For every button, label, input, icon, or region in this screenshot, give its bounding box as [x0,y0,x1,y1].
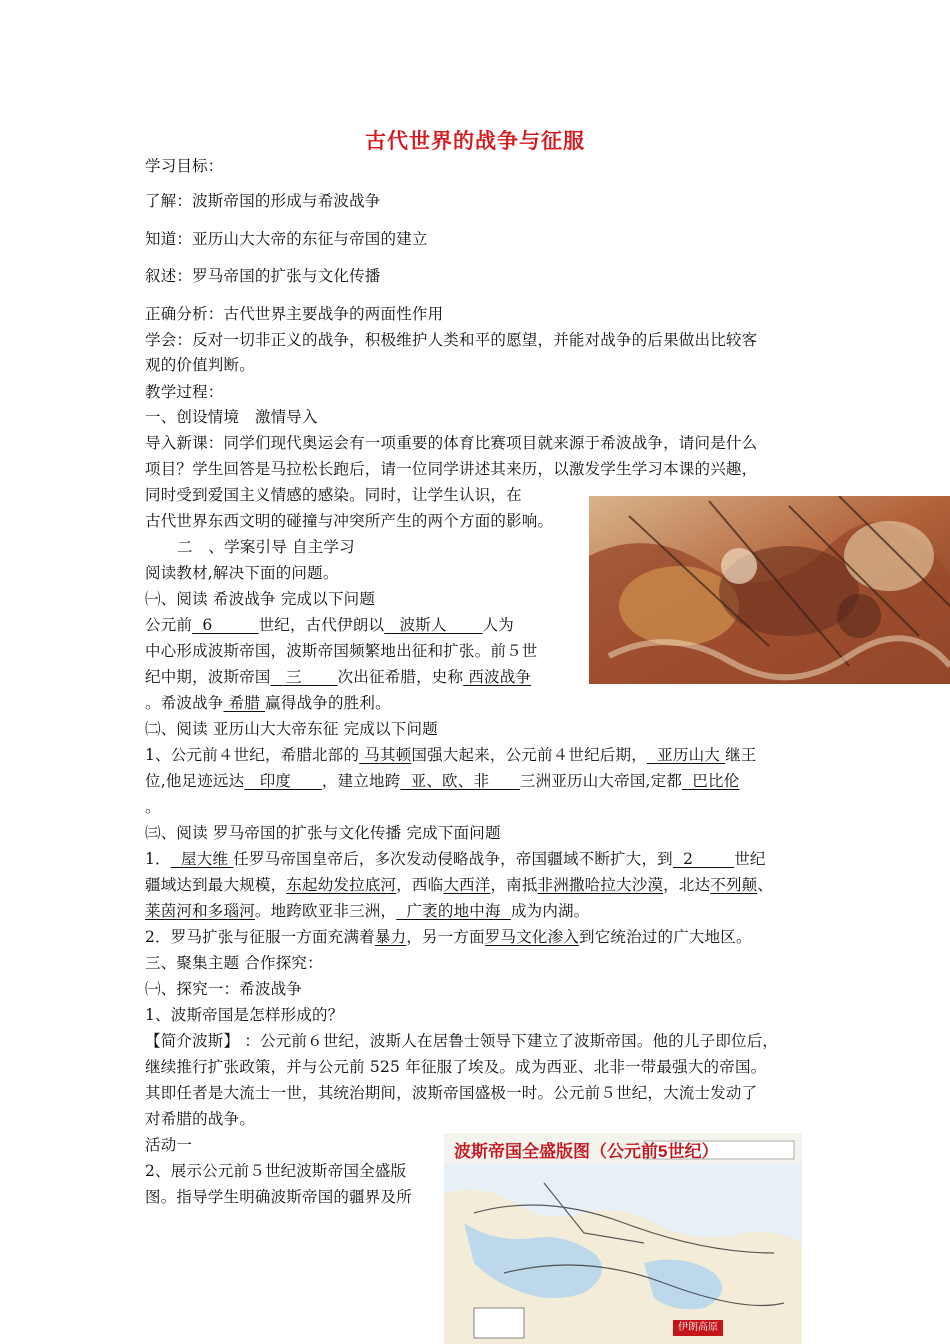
section3-sub: ㈠、探究一：希波战争 [145,980,303,998]
part2-heading: ㈡、阅读 亚历山大大帝东征 完成以下问题 [145,720,438,738]
map-label-badge: 伊朗高原 [673,1320,723,1336]
answer-blank: 波斯人 [384,616,483,634]
part2-line: 1、公元前４世纪，希腊北部的 马其顿国强大起来，公元前４世纪后期， 亚历山大 继王 [145,746,757,764]
objective-learn: 观的价值判断。 [145,356,255,374]
answer-blank: 印度 [244,772,322,790]
persian-empire-map-image [444,1133,802,1344]
persia-intro: 对希腊的战争。 [145,1110,255,1128]
section2-heading: 二 、学案引导 自主学习 [177,538,355,556]
part2-line: 。 [145,798,161,816]
battle-mosaic-image [589,496,950,684]
answer-blank: 莱茵河和多瑙河 [145,902,255,920]
section2-intro: 阅读教材,解决下面的问题。 [145,564,339,582]
answer-blank: 6 [192,616,259,634]
answer-blank: 广袤的地中海 [396,902,511,920]
objective-item: 正确分析：古代世界主要战争的两面性作用 [145,305,444,323]
objective-item: 叙述：罗马帝国的扩张与文化传播 [145,267,381,285]
persia-intro: 其即任者是大流士一世，其统治期间，波斯帝国盛极一时。公元前５世纪，大流士发动了 [145,1084,758,1102]
answer-blank: 巴比伦 [682,772,740,790]
answer-blank: 2 [672,850,735,868]
answer-blank: 非洲撒哈拉大沙漠 [537,876,664,894]
part3-line: 1． 屋大维 任罗马帝国皇帝后，多次发动侵略战争，帝国疆域不断扩大，到 2 世纪 [145,850,766,868]
part1-line: 中心形成波斯帝国，波斯帝国频繁地出征和扩张。前５世 [145,642,538,660]
answer-blank: 屋大维 [170,850,234,868]
section3-question: 1、波斯帝国是怎样形成的？ [145,1006,344,1024]
activity-label: 活动一 [145,1136,193,1154]
section1-paragraph: 导入新课：同学们现代奥运会有一项重要的体育比赛项目就来源于希波战争，请问是什么 [145,434,758,452]
answer-blank: 马其顿 [359,746,412,764]
section3-question: 图。指导学生明确波斯帝国的疆界及所 [145,1188,412,1206]
answer-blank: 亚历山大 [646,746,726,764]
part2-line: 位,他足迹远达 印度 ，建立地跨 亚、欧、非 三洲亚历山大帝国,定都 巴比伦 [145,772,740,790]
part3-line: 莱茵河和多瑙河。地跨欧亚非三洲， 广袤的地中海 成为内湖。 [145,902,590,920]
section1-paragraph: 古代世界东西文明的碰撞与冲突所产生的两个方面的影响。 [145,512,554,530]
part3-line: 2．罗马扩张与征服一方面充满着暴力，另一方面罗马文化渗入到它统治过的广大地区。 [145,928,752,946]
answer-blank: 暴力 [374,928,407,946]
part1-line: 纪中期，波斯帝国 三 次出征希腊，史称 西波战争 [145,668,532,686]
part1-line: 。希波战争 希腊 赢得战争的胜利。 [145,694,391,712]
section1-paragraph: 项目？学生回答是马拉松长跑后，请一位同学讲述其来历，以激发学生学习本课的兴趣， [145,460,758,478]
section1-heading: 一、创设情境 激情导入 [145,408,318,426]
process-heading: 教学过程： [145,383,224,401]
objective-item: 了解：波斯帝国的形成与希波战争 [145,192,381,210]
answer-blank: 罗马文化渗入 [484,928,579,946]
objective-learn: 学会：反对一切非正义的战争，积极维护人类和平的愿望，并能对战争的后果做出比较客 [145,331,758,349]
part1-heading: ㈠、阅读 希波战争 完成以下问题 [145,590,376,608]
part1-line: 公元前 6 世纪，古代伊朗以 波斯人 人为 [145,616,514,634]
answer-blank: 东起幼发拉底河 [286,876,397,894]
answer-blank: 希腊 [223,694,266,712]
answer-blank: 三 [270,668,338,686]
section3-question: 2、展示公元前５世纪波斯帝国全盛版 [145,1162,407,1180]
section3-heading: 三、聚集主题 合作探究： [145,954,323,972]
answer-blank: 亚、欧、非 [400,772,520,790]
objectives-heading: 学习目标： [145,157,224,175]
answer-blank: 大西洋 [443,876,491,894]
part3-line: 疆域达到最大规模，东起幼发拉底河，西临大西洋，南抵非洲撒哈拉大沙漠，北达不列颠、 [145,876,774,894]
map-title: 波斯帝国全盛版图（公元前5世纪） [454,1142,719,1161]
persia-intro: 【简介波斯】 ：公元前６世纪，波斯人在居鲁士领导下建立了波斯帝国。他的儿子即位后， [145,1032,779,1050]
section1-paragraph: 同时受到爱国主义情感的感染。同时，让学生认识，在 [145,486,522,504]
objective-item: 知道：亚历山大大帝的东征与帝国的建立 [145,230,428,248]
persia-intro: 继续推行扩张政策，并与公元前 525 年征服了埃及。成为西亚、北非一带最强大的帝国。 [145,1058,767,1076]
part3-heading: ㈢、阅读 罗马帝国的扩张与文化传播 完成下面问题 [145,824,501,842]
answer-blank: 西波战争 [463,668,532,686]
answer-blank: 不列颠 [710,876,758,894]
page-title: 古代世界的战争与征服 [365,128,585,153]
